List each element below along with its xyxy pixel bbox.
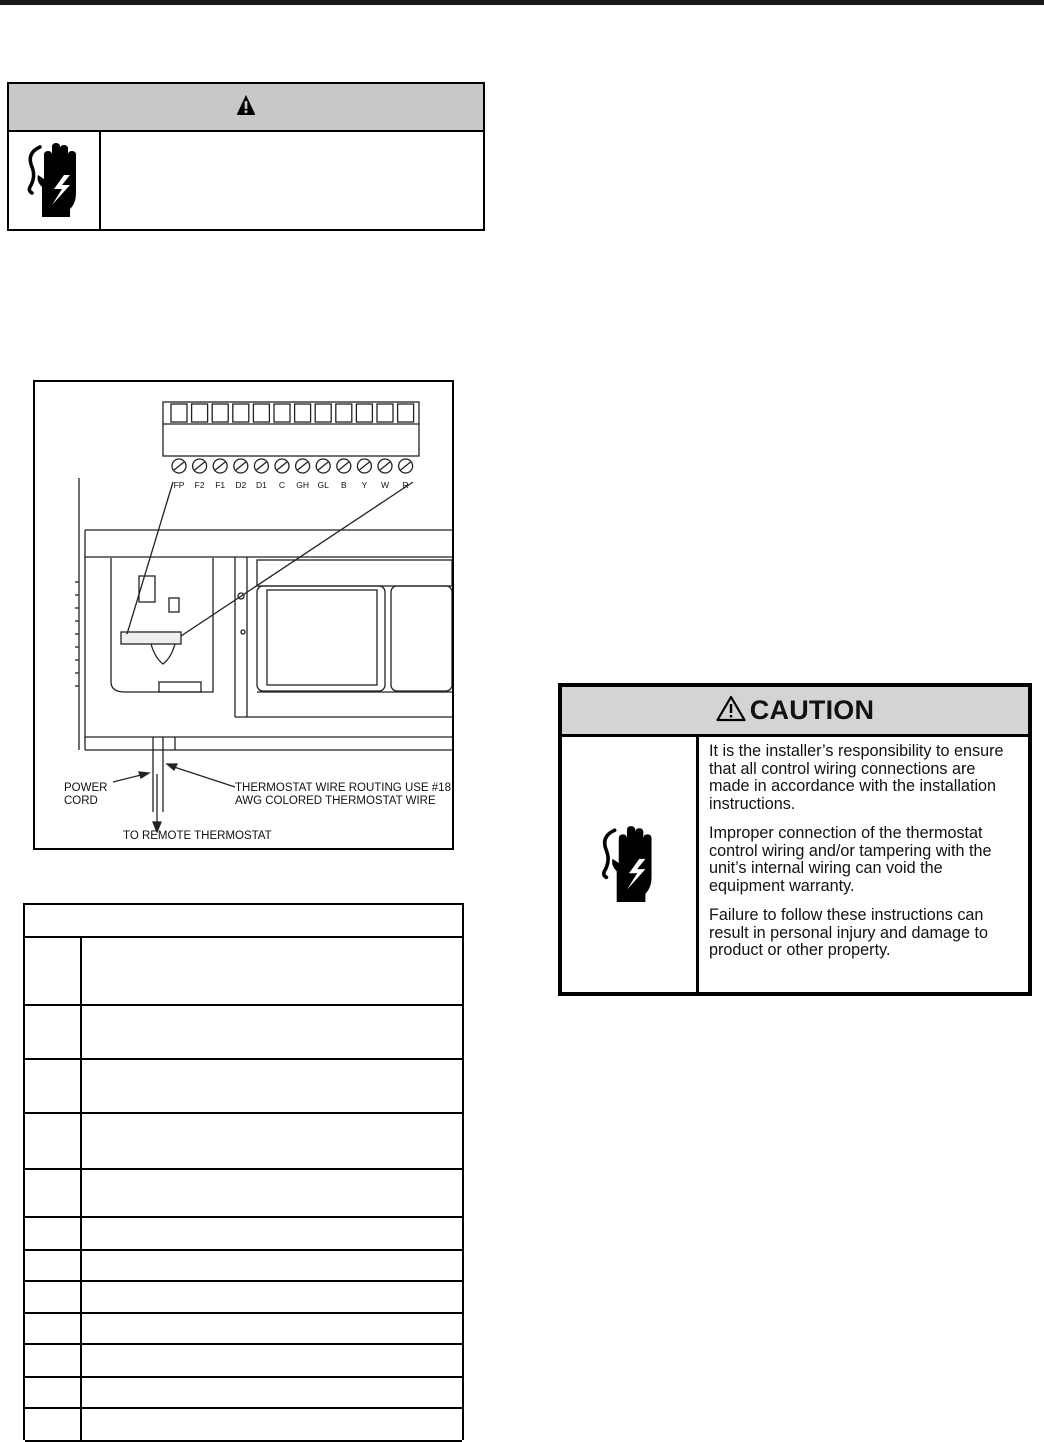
table-cell-description <box>82 1114 462 1168</box>
table-row <box>25 1060 462 1114</box>
caution-header <box>562 687 1028 737</box>
terminal-label-b: B <box>340 480 347 490</box>
caution-icon-cell <box>562 737 699 992</box>
top-rule <box>0 0 1044 5</box>
terminal-label-fp: FP <box>173 480 185 490</box>
table-row <box>25 1378 462 1409</box>
table-cell-terminal <box>25 1114 82 1168</box>
caution-paragraph-3: Failure to follow these instructions can result in personal injury and damage to product or other property. <box>709 906 988 959</box>
table-cell-terminal <box>25 1409 82 1440</box>
caution-paragraph-2: Improper connection of the thermostat control wiring and/or tampering with the unit’s internal wiring can void the equipment warranty. <box>709 824 992 895</box>
terminal-screw-y <box>357 459 371 473</box>
terminal-screw-gl <box>316 459 330 473</box>
terminal-label-d1: D1 <box>255 480 267 490</box>
terminal-screw-d1 <box>254 459 268 473</box>
table-cell-description <box>82 1251 462 1280</box>
terminal-label-gl: GL <box>317 480 329 490</box>
terminal-label-d2: D2 <box>235 480 247 490</box>
table-header <box>25 905 462 938</box>
terminal-screw-d2 <box>234 459 248 473</box>
terminal-screw-w <box>378 459 392 473</box>
table-cell-description <box>82 1060 462 1112</box>
terminal-label-f1: F1 <box>215 480 226 490</box>
terminal-label-w: W <box>380 480 390 490</box>
terminal-screw-b <box>337 459 351 473</box>
table-row <box>25 938 462 1006</box>
terminal-screw-gh <box>296 459 310 473</box>
table-row <box>25 1006 462 1060</box>
terminal-screw-c <box>275 459 289 473</box>
terminal-label-c: C <box>278 480 286 490</box>
table-cell-description <box>82 1218 462 1249</box>
table-cell-description <box>82 1170 462 1216</box>
table-row <box>25 1251 462 1282</box>
table-row <box>25 1314 462 1345</box>
table-cell-terminal <box>25 1060 82 1112</box>
caution-title: CAUTION <box>749 695 875 725</box>
table-cell-terminal <box>25 1218 82 1249</box>
warning-text-area <box>101 132 483 229</box>
table-row <box>25 1282 462 1314</box>
warning-header <box>9 84 483 132</box>
table-cell-description <box>82 1314 462 1343</box>
table-cell-description <box>82 1378 462 1407</box>
electric-shock-hand-icon <box>592 820 666 909</box>
wiring-diagram-drawing <box>35 382 452 848</box>
warning-box <box>7 82 485 231</box>
warning-triangle-icon <box>236 94 256 121</box>
warning-icon-cell <box>9 132 101 229</box>
table-cell-terminal <box>25 1345 82 1376</box>
terminal-label-r: R <box>402 480 409 490</box>
table-cell-description <box>82 1345 462 1376</box>
table-cell-terminal <box>25 1314 82 1343</box>
terminal-table <box>23 903 464 1440</box>
table-row <box>25 1114 462 1170</box>
electric-shock-hand-icon <box>20 137 88 224</box>
table-cell-description <box>82 1282 462 1312</box>
terminal-screw-f2 <box>193 459 207 473</box>
table-row <box>25 1218 462 1251</box>
caution-text <box>699 737 1028 992</box>
thermostat-wire-label: THERMOSTAT WIRE ROUTING USE #18 AWG COLORED THERMOSTAT WIRE <box>235 782 451 807</box>
table-cell-terminal <box>25 1251 82 1280</box>
terminal-label-y: Y <box>361 480 368 490</box>
table-cell-terminal <box>25 938 82 1004</box>
table-cell-description <box>82 1006 462 1058</box>
table-cell-description <box>82 938 462 1004</box>
caution-box <box>558 683 1032 996</box>
terminal-screw-r <box>399 459 413 473</box>
warning-triangle-icon <box>716 695 746 727</box>
table-row <box>25 1409 462 1442</box>
table-cell-description <box>82 1409 462 1440</box>
table-row <box>25 1170 462 1218</box>
terminal-screw-f1 <box>213 459 227 473</box>
table-row <box>25 1345 462 1378</box>
remote-thermostat-label: TO REMOTE THERMOSTAT <box>123 830 272 842</box>
caution-paragraph-1: It is the installer’s responsibility to ensure that all control wiring connections are made in accordance with the installation instructions. <box>709 742 1004 813</box>
table-cell-terminal <box>25 1282 82 1312</box>
wiring-diagram <box>33 380 454 850</box>
terminal-label-f2: F2 <box>194 480 205 490</box>
terminal-label-gh: GH <box>296 480 309 490</box>
power-cord-label: POWER CORD <box>64 782 108 807</box>
table-cell-terminal <box>25 1006 82 1058</box>
terminal-screw-fp <box>172 459 186 473</box>
table-cell-terminal <box>25 1378 82 1407</box>
table-cell-terminal <box>25 1170 82 1216</box>
